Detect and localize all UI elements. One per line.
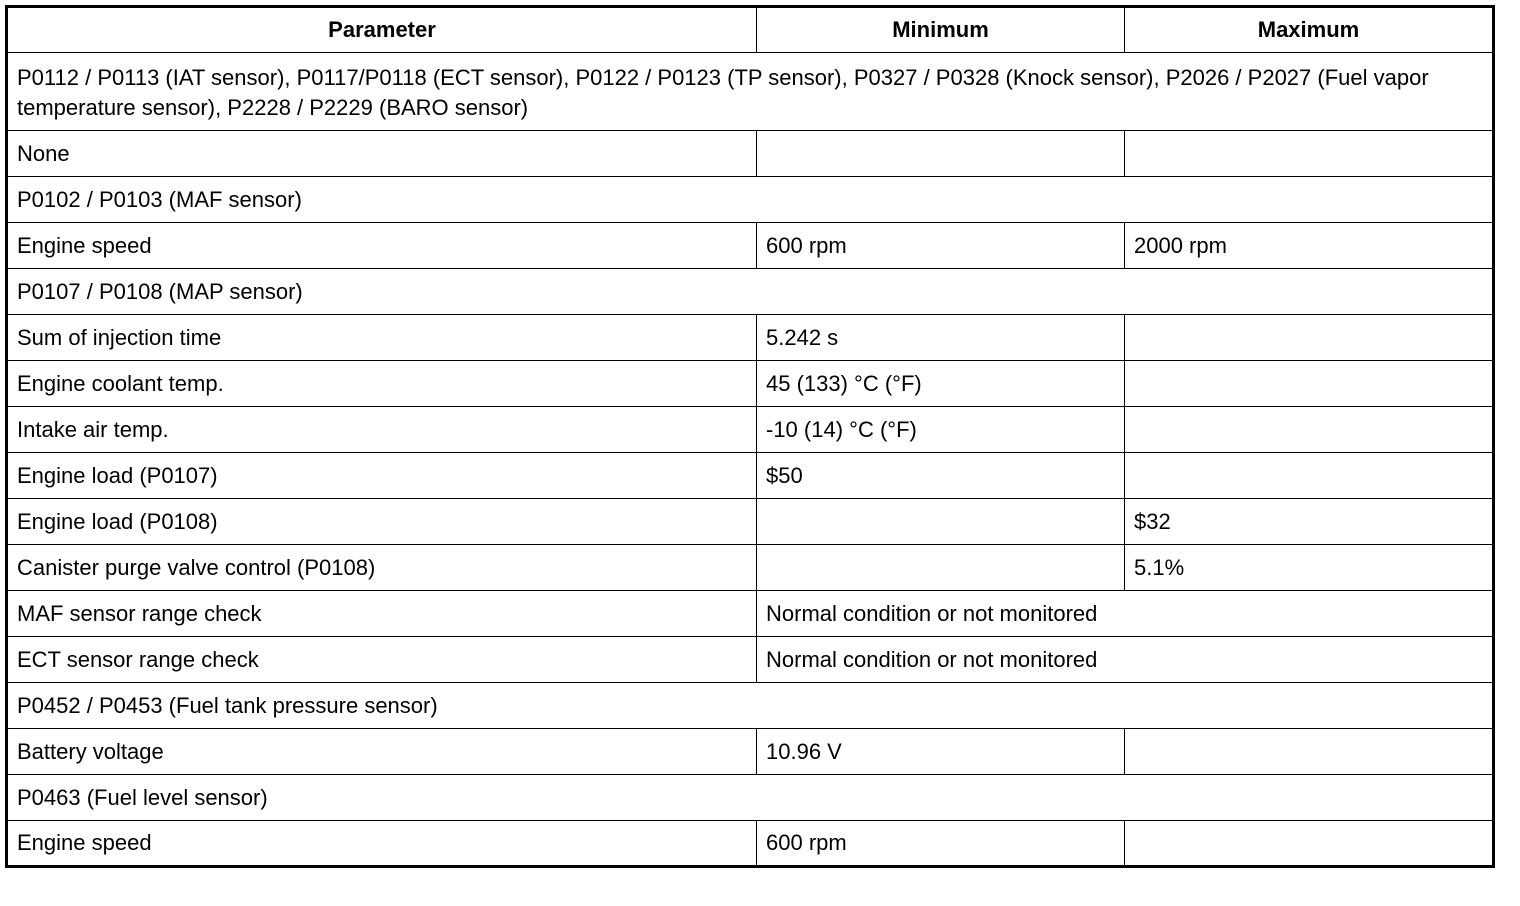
minimum-cell <box>757 499 1125 545</box>
table-body <box>7 53 1494 867</box>
parameter-cell: Engine load (P0107) <box>7 453 757 499</box>
maximum-cell: 2000 rpm <box>1125 223 1494 269</box>
parameter-cell: Canister purge valve control (P0108) <box>7 545 757 591</box>
section-title: P0112 / P0113 (IAT sensor), P0117/P0118 (ECT sensor), P0122 / P0123 (TP sensor), P0327 / P0328 (Knock sensor), P2026 / P2027 (Fuel vapor temperature sensor), P2228 / P2229 (BARO sensor) <box>7 53 1494 131</box>
table-row <box>7 729 1494 775</box>
section-row <box>7 683 1494 729</box>
maximum-cell <box>1125 407 1494 453</box>
header-maximum: Maximum <box>1125 7 1494 53</box>
maximum-cell: $32 <box>1125 499 1494 545</box>
table-row <box>7 407 1494 453</box>
parameter-cell: ECT sensor range check <box>7 637 757 683</box>
table-row <box>7 131 1494 177</box>
maximum-cell <box>1125 821 1494 867</box>
table-row <box>7 545 1494 591</box>
minimum-cell: -10 (14) °C (°F) <box>757 407 1125 453</box>
maximum-cell <box>1125 729 1494 775</box>
section-row <box>7 53 1494 131</box>
minimum-cell: 45 (133) °C (°F) <box>757 361 1125 407</box>
section-title: P0107 / P0108 (MAP sensor) <box>7 269 1494 315</box>
parameter-cell: Engine speed <box>7 821 757 867</box>
maximum-cell <box>1125 131 1494 177</box>
section-title: P0452 / P0453 (Fuel tank pressure sensor) <box>7 683 1494 729</box>
maximum-cell <box>1125 315 1494 361</box>
parameter-cell: Engine load (P0108) <box>7 499 757 545</box>
table-row <box>7 637 1494 683</box>
table-row <box>7 591 1494 637</box>
minimum-cell: 5.242 s <box>757 315 1125 361</box>
minimum-cell: $50 <box>757 453 1125 499</box>
maximum-cell <box>1125 453 1494 499</box>
parameter-cell: Intake air temp. <box>7 407 757 453</box>
minimum-cell: 600 rpm <box>757 821 1125 867</box>
section-title: P0102 / P0103 (MAF sensor) <box>7 177 1494 223</box>
parameter-cell: Engine speed <box>7 223 757 269</box>
parameter-cell: Battery voltage <box>7 729 757 775</box>
condition-cell: Normal condition or not monitored <box>757 591 1494 637</box>
header-minimum: Minimum <box>757 7 1125 53</box>
parameter-cell: MAF sensor range check <box>7 591 757 637</box>
minimum-cell <box>757 545 1125 591</box>
maximum-cell <box>1125 361 1494 407</box>
table-row <box>7 453 1494 499</box>
section-row <box>7 269 1494 315</box>
section-row <box>7 177 1494 223</box>
minimum-cell: 600 rpm <box>757 223 1125 269</box>
parameter-cell: None <box>7 131 757 177</box>
monitoring-conditions-table <box>5 5 1495 868</box>
parameter-cell: Sum of injection time <box>7 315 757 361</box>
table-row <box>7 315 1494 361</box>
minimum-cell <box>757 131 1125 177</box>
table-row <box>7 499 1494 545</box>
section-row <box>7 775 1494 821</box>
condition-cell: Normal condition or not monitored <box>757 637 1494 683</box>
minimum-cell: 10.96 V <box>757 729 1125 775</box>
table-row <box>7 361 1494 407</box>
maximum-cell: 5.1% <box>1125 545 1494 591</box>
parameter-cell: Engine coolant temp. <box>7 361 757 407</box>
table-row <box>7 223 1494 269</box>
table-header-row <box>7 7 1494 53</box>
header-parameter: Parameter <box>7 7 757 53</box>
section-title: P0463 (Fuel level sensor) <box>7 775 1494 821</box>
table-row <box>7 821 1494 867</box>
